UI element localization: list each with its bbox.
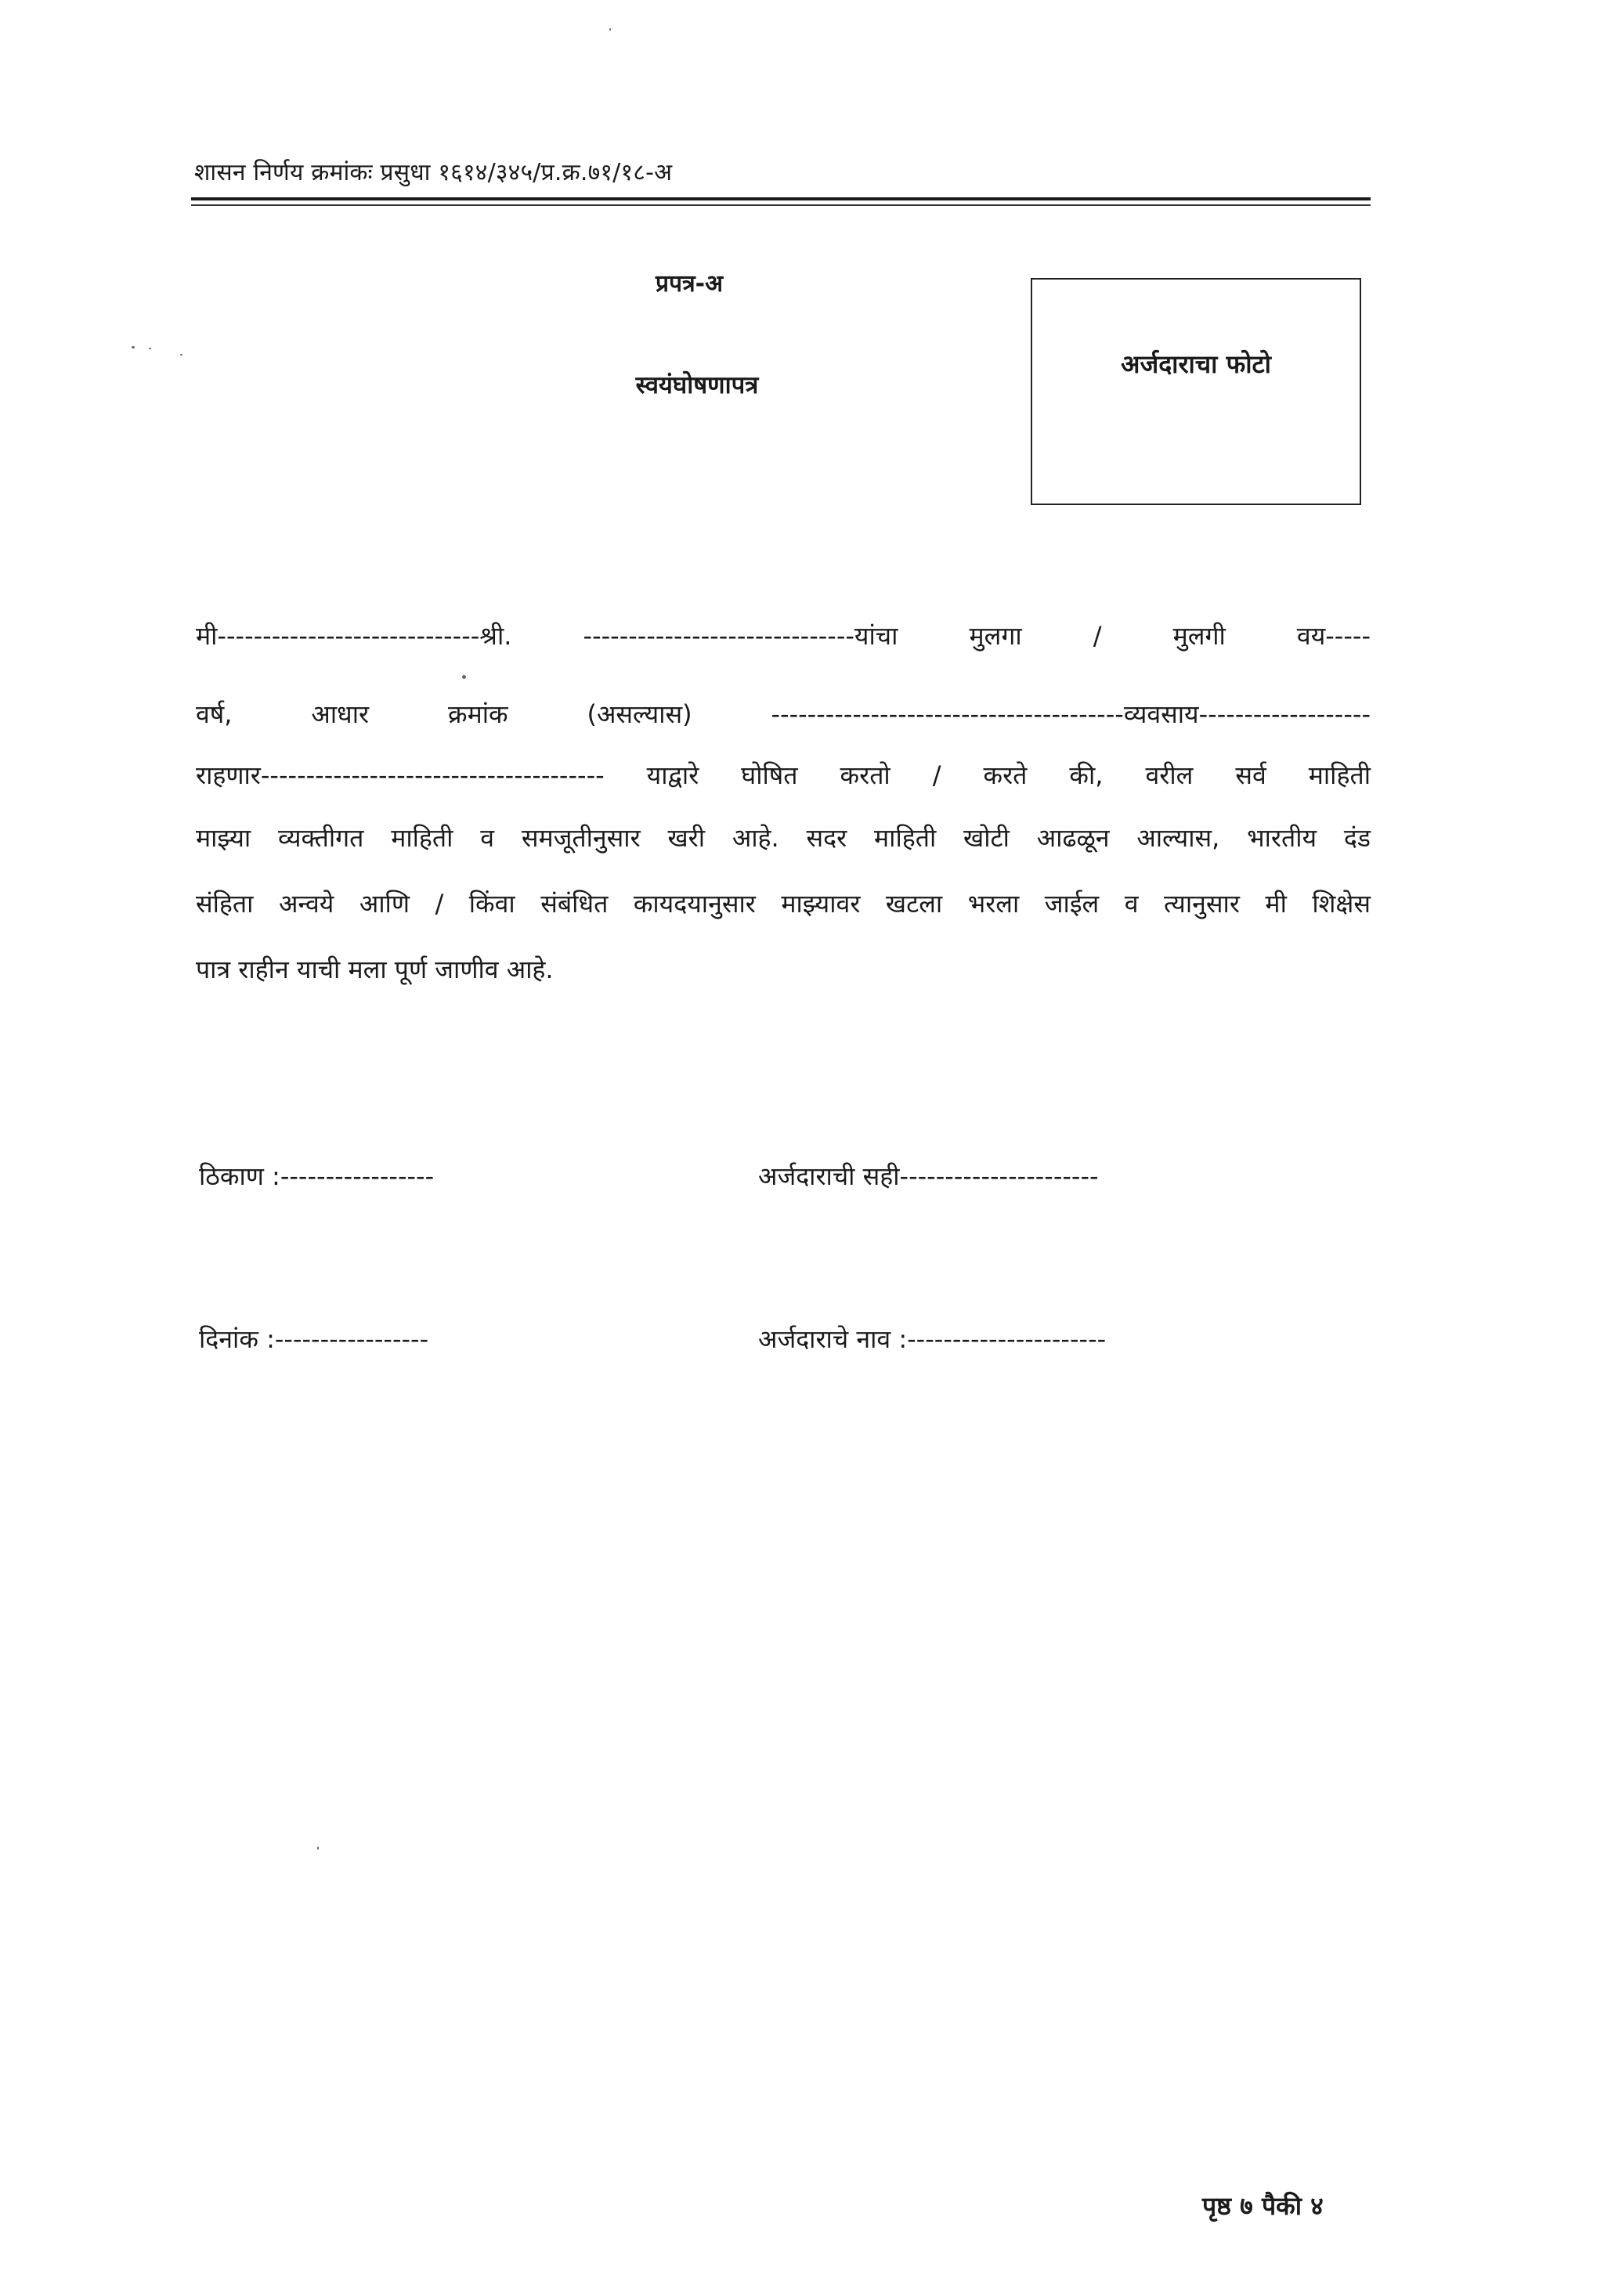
header-divider-thin <box>191 204 1371 206</box>
government-resolution-reference: शासन निर्णय क्रमांकः प्रसुधा १६१४/३४५/प्र.क्र.७१/१८-अ <box>194 159 673 186</box>
form-title: स्वयंघोषणापत्र <box>635 371 759 399</box>
declaration-line-2: वर्ष, आधार क्रमांक (असल्यास) ---------------------------------------व्यवसाय------------------- <box>196 699 1371 729</box>
page-number: पृष्ठ ७ पैकी ४ <box>1202 2191 1324 2221</box>
declaration-line-1: मी-----------------------------श्री. ------------------------------यांचा मुलगा / मुलगी वय----- <box>196 621 1371 651</box>
form-code: प्रपत्र-अ <box>655 270 724 298</box>
declaration-line-5: संहिता अन्वये आणि / किंवा संबंधित कायदयानुसार माझ्यावर खटला भरला जाईल व त्यानुसार मी शिक्षेस <box>196 889 1371 919</box>
applicant-photo-label: अर्जदाराचा फोटो <box>1121 349 1271 379</box>
place-field: ठिकाण :----------------- <box>199 1161 435 1191</box>
scan-speck <box>132 346 135 348</box>
scan-speck <box>462 675 466 679</box>
scan-speck <box>149 348 151 349</box>
applicant-name-field: अर्जदाराचे नाव :---------------------- <box>758 1324 1107 1354</box>
scan-speck <box>180 354 182 356</box>
scan-speck <box>609 28 611 31</box>
declaration-line-6: पात्र राहीन याची मला पूर्ण जाणीव आहे. <box>196 955 554 984</box>
declaration-line-4: माझ्या व्यक्तीगत माहिती व समजूतीनुसार खरी आहे. सदर माहिती खोटी आढळून आल्यास, भारतीय दंड <box>196 823 1371 853</box>
scan-speck <box>317 1847 319 1850</box>
date-field: दिनांक :----------------- <box>199 1324 429 1354</box>
declaration-line-3: राहणार-------------------------------------- याद्वारे घोषित करतो / करते की, वरील सर्व माहिती <box>196 760 1371 790</box>
applicant-photo-box <box>1031 278 1361 505</box>
header-divider-thick <box>191 197 1371 200</box>
applicant-signature-field: अर्जदाराची सही---------------------- <box>758 1161 1099 1191</box>
